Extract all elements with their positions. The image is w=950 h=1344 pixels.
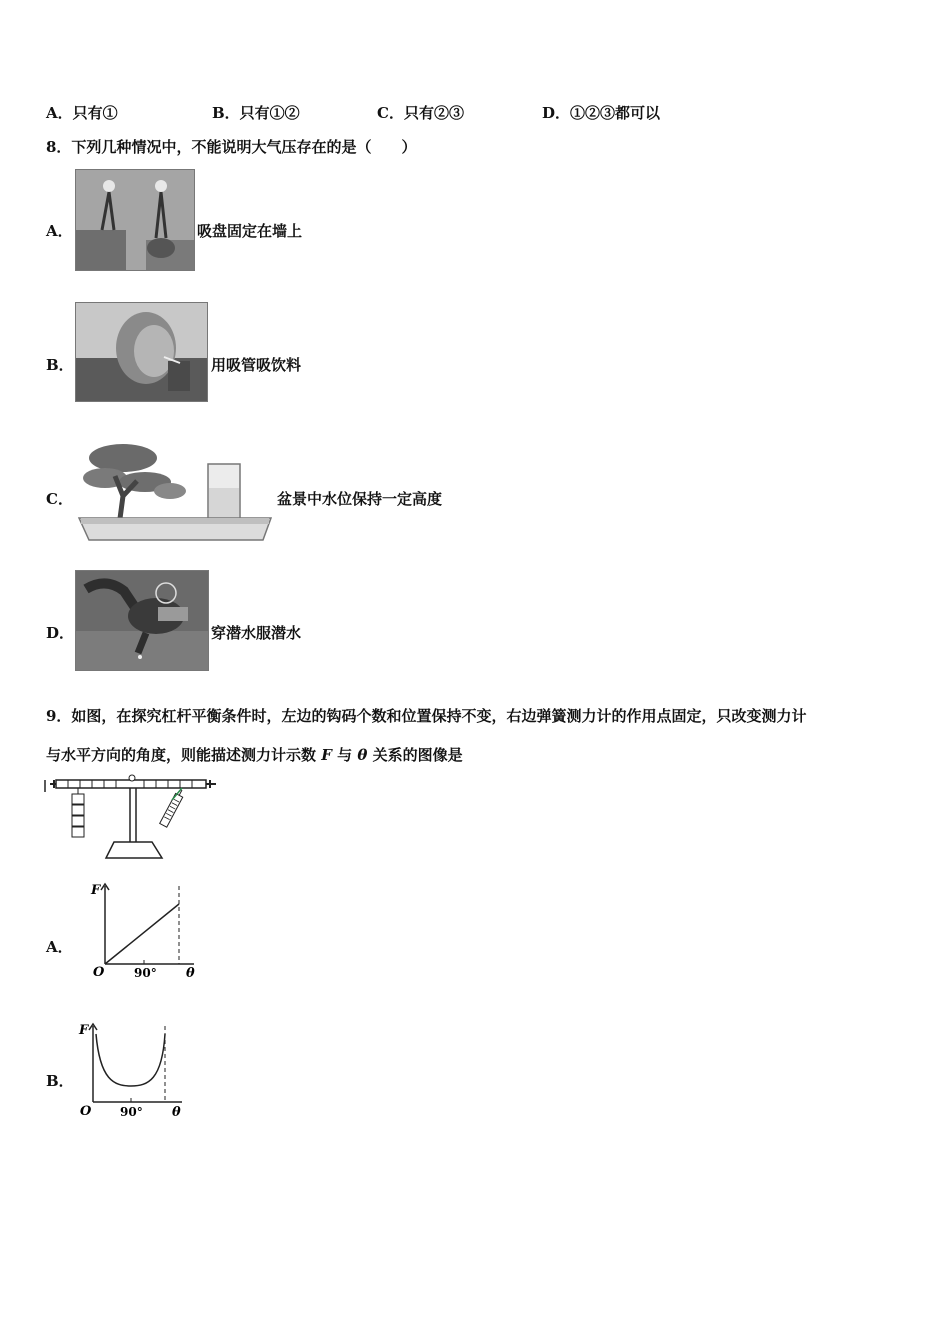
q8-stem: 8．下列几种情况中，不能说明大气压存在的是（ ） [46,138,417,156]
var-f: F [321,746,332,764]
graph-b-x-label: θ [172,1105,181,1120]
lever-apparatus-figure [44,772,224,864]
q9-stem-line2 [46,744,463,765]
q8-option-b-label: B． [46,356,74,374]
q9-option-a-label: A． [46,938,73,956]
q8-option-a-text: 吸盘固定在墙上 [197,222,303,240]
graph-a-y-label: F [91,883,101,898]
q9-option-b-label: B． [46,1072,74,1090]
graph-b-tick: 90° [120,1105,143,1119]
q7-option-d: D．①②③都可以 [542,104,661,122]
graph-b-origin: O [80,1104,92,1119]
graph-a-tick: 90° [134,966,157,980]
graph-a [88,880,200,982]
graph-b-y-label: F [79,1023,89,1038]
q9-stem-part-a: 与水平方向的角度，则能描述测力计示数 [46,746,317,764]
q7-option-a: A．只有① [46,104,118,122]
graph-a-origin: O [93,965,105,980]
q8-option-b-text: 用吸管吸饮料 [211,356,302,374]
suction-cup-photo [75,169,195,271]
q8-option-c-label: C． [46,490,73,508]
straw-drinking-photo [75,302,208,402]
graph-b [76,1020,188,1122]
q8-option-d-text: 穿潜水服潜水 [211,624,302,642]
bonsai-water-photo [75,436,273,544]
q9-stem-part-b: 与 [337,746,353,764]
q8-option-d-label: D． [46,624,75,642]
diver-photo [75,570,209,671]
q7-option-c: C．只有②③ [377,104,464,122]
q8-option-a-label: A． [46,222,73,240]
q9-stem-line1: 9．如图，在探究杠杆平衡条件时，左边的钩码个数和位置保持不变，右边弹簧测力计的作用点固定，只改变测力计 [46,707,807,725]
q7-option-b: B．只有①② [212,104,300,122]
q9-stem-part-c: 关系的图像是 [372,746,463,764]
graph-a-x-label: θ [186,966,195,981]
var-theta: θ [357,746,368,764]
q8-option-c-text: 盆景中水位保持一定高度 [277,490,443,508]
